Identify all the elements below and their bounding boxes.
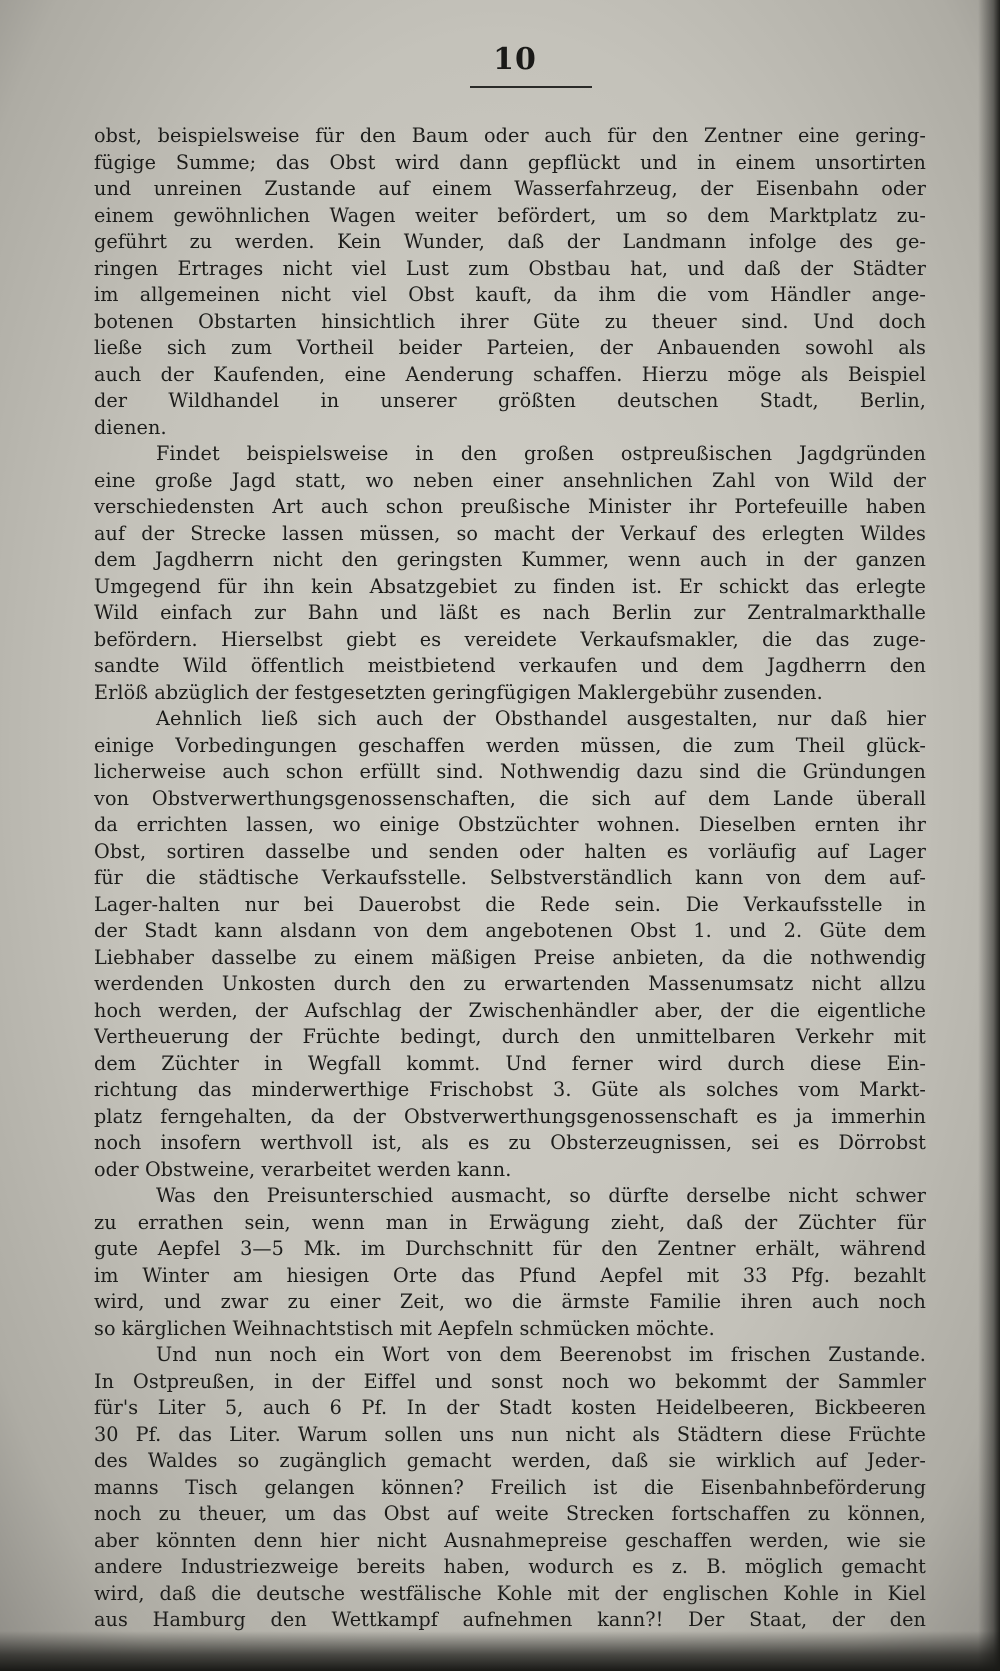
page-edge-shadow-bottom bbox=[0, 1631, 1000, 1671]
text-line: 30 Pf. das Liter. Warum sollen uns nun nicht als Städtern diese Früchte bbox=[94, 1422, 926, 1446]
text-line: Findet beispielsweise in den großen ostpreußischen Jagdgründen bbox=[156, 442, 926, 465]
text-line: noch zu theuer, um das Obst auf weite Strecken fortschaffen zu können, bbox=[94, 1502, 926, 1525]
text-line: aus Hamburg den Wettkampf aufnehmen kann?! Der Staat, der den bbox=[94, 1608, 926, 1631]
text-line: im allgemeinen nicht viel Obst kauft, da ihm die vom Händler ange- bbox=[94, 283, 926, 306]
text-line: Liebhaber dasselbe zu einem mäßigen Preise anbieten, da die nothwendig bbox=[94, 945, 926, 969]
text-line: Lager-halten nur bei Dauerobst die Rede sein. Die Verkaufsstelle in bbox=[94, 892, 926, 916]
text-line: verschiedensten Art auch schon preußische Minister ihr Portefeuille haben bbox=[94, 495, 926, 518]
text-line: dem Jagdherrn nicht den geringsten Kummer, wenn auch in der ganzen bbox=[94, 548, 926, 571]
text-line: oder Obstweine, verarbeitet werden kann. bbox=[94, 1157, 512, 1181]
text-line: fügige Summe; das Obst wird dann gepflückt und in einem unsortirten bbox=[94, 150, 926, 174]
text-line: Obst, sortiren dasselbe und senden oder halten es vorläufig auf Lager bbox=[94, 839, 926, 863]
text-line: auf der Strecke lassen müssen, so macht der Verkauf des erlegten Wildes bbox=[94, 521, 926, 545]
text-line: befördern. Hierselbst giebt es vereidete Verkaufsmakler, die das zuge- bbox=[94, 627, 926, 651]
text-line: einige Vorbedingungen geschaffen werden müssen, die zum Theil glück- bbox=[94, 733, 926, 757]
text-line: ringen Ertrages nicht viel Lust zum Obstbau hat, und daß der Städter bbox=[94, 256, 926, 280]
text-line: Umgegend für ihn kein Absatzgebiet zu finden ist. Er schickt das erlegte bbox=[94, 574, 926, 598]
text-line: Vertheuerung der Früchte bedingt, durch den unmittelbaren Verkehr mit bbox=[94, 1025, 926, 1048]
text-line: werdenden Unkosten durch den zu erwartenden Massenumsatz nicht allzu bbox=[94, 972, 926, 995]
text-line: Aehnlich ließ sich auch der Obsthandel ausgestalten, nur daß hier bbox=[156, 707, 926, 730]
text-line: der Wildhandel in unserer größten deutschen Stadt, Berlin, bbox=[94, 389, 926, 412]
text-line: Und nun noch ein Wort von dem Beerenobst im frischen Zustande. bbox=[156, 1343, 926, 1366]
text-line: einem gewöhnlichen Wagen weiter befördert, um so dem Marktplatz zu- bbox=[94, 203, 926, 227]
text-line: für die städtische Verkaufsstelle. Selbstverständlich kann von dem auf- bbox=[94, 866, 926, 889]
text-line: aber könnten denn hier nicht Ausnahmepreise geschaffen werden, wie sie bbox=[94, 1528, 926, 1552]
text-line: noch insofern werthvoll ist, als es zu Obsterzeugnissen, sei es Dörrobst bbox=[94, 1131, 926, 1154]
text-line: Was den Preisunterschied ausmacht, so dürfte derselbe nicht schwer bbox=[156, 1184, 926, 1207]
text-line: wird, und zwar zu einer Zeit, wo die ärmste Familie ihren auch noch bbox=[94, 1290, 926, 1313]
page-number: 10 bbox=[493, 42, 537, 77]
text-line: zu errathen sein, wenn man in Erwägung zieht, daß der Züchter für bbox=[94, 1210, 926, 1234]
text-line: ließe sich zum Vortheil beider Parteien, der Anbauenden sowohl als bbox=[94, 336, 926, 359]
text-line: Erlöß abzüglich der festgesetzten geringfügigen Maklergebühr zusenden. bbox=[94, 680, 823, 704]
text-line: Wild einfach zur Bahn und läßt es nach Berlin zur Zentralmarkthalle bbox=[94, 601, 926, 624]
text-line: eine große Jagd statt, wo neben einer ansehnlichen Zahl von Wild der bbox=[94, 468, 926, 492]
text-line: und unreinen Zustande auf einem Wasserfahrzeug, der Eisenbahn oder bbox=[94, 177, 926, 200]
text-line: im Winter am hiesigen Orte das Pfund Aepfel mit 33 Pfg. bezahlt bbox=[94, 1263, 926, 1287]
text-line: des Waldes so zugänglich gemacht werden, daß sie wirklich auf Jeder- bbox=[94, 1449, 926, 1472]
text-line: licherweise auch schon erfüllt sind. Nothwendig dazu sind die Gründungen bbox=[94, 760, 926, 783]
text-line: der Stadt kann alsdann von dem angebotenen Obst 1. und 2. Güte dem bbox=[94, 919, 926, 942]
text-line: obst, beispielsweise für den Baum oder auch für den Zentner eine gering- bbox=[94, 124, 926, 147]
text-line: manns Tisch gelangen können? Freilich ist die Eisenbahnbeförderung bbox=[94, 1475, 926, 1499]
text-line: andere Industriezweige bereits haben, wodurch es z. B. möglich gemacht bbox=[94, 1555, 926, 1578]
text-line: In Ostpreußen, in der Eiffel und sonst noch wo bekommt der Sammler bbox=[94, 1369, 926, 1393]
text-line: richtung das minderwerthige Frischobst 3. Güte als solches vom Markt- bbox=[94, 1078, 926, 1101]
page-edge-shadow-right bbox=[978, 0, 1000, 1671]
text-line: platz ferngehalten, da der Obstverwerthungsgenossenschaft es ja immerhin bbox=[94, 1104, 926, 1128]
text-line: auch der Kaufenden, eine Aenderung schaffen. Hierzu möge als Beispiel bbox=[94, 362, 926, 386]
text-line: von Obstverwerthungsgenossenschaften, die sich auf dem Lande überall bbox=[94, 786, 926, 810]
text-line: sandte Wild öffentlich meistbietend verkaufen und dem Jagdherrn den bbox=[94, 654, 926, 677]
text-line: gute Aepfel 3—5 Mk. im Durchschnitt für den Zentner erhält, während bbox=[94, 1237, 926, 1260]
text-line: hoch werden, der Aufschlag der Zwischenhändler aber, der die eigentliche bbox=[94, 998, 926, 1022]
text-line: dem Züchter in Wegfall kommt. Und ferner wird durch diese Ein- bbox=[94, 1051, 926, 1075]
header-rule bbox=[470, 86, 592, 88]
text-line: für's Liter 5, auch 6 Pf. In der Stadt kosten Heidelbeeren, Bickbeeren bbox=[94, 1396, 926, 1419]
text-line: so kärglichen Weihnachtstisch mit Aepfeln schmücken möchte. bbox=[94, 1316, 715, 1340]
text-line: da errichten lassen, wo einige Obstzüchter wohnen. Dieselben ernten ihr bbox=[94, 813, 926, 836]
text-line: wird, daß die deutsche westfälische Kohle mit der englischen Kohle in Kiel bbox=[94, 1581, 926, 1605]
text-line: dienen. bbox=[94, 415, 167, 439]
text-line: geführt zu werden. Kein Wunder, daß der Landmann infolge des ge- bbox=[94, 230, 926, 253]
text-line: botenen Obstarten hinsichtlich ihrer Güte zu theuer sind. Und doch bbox=[94, 309, 926, 333]
body-text bbox=[94, 123, 926, 1634]
